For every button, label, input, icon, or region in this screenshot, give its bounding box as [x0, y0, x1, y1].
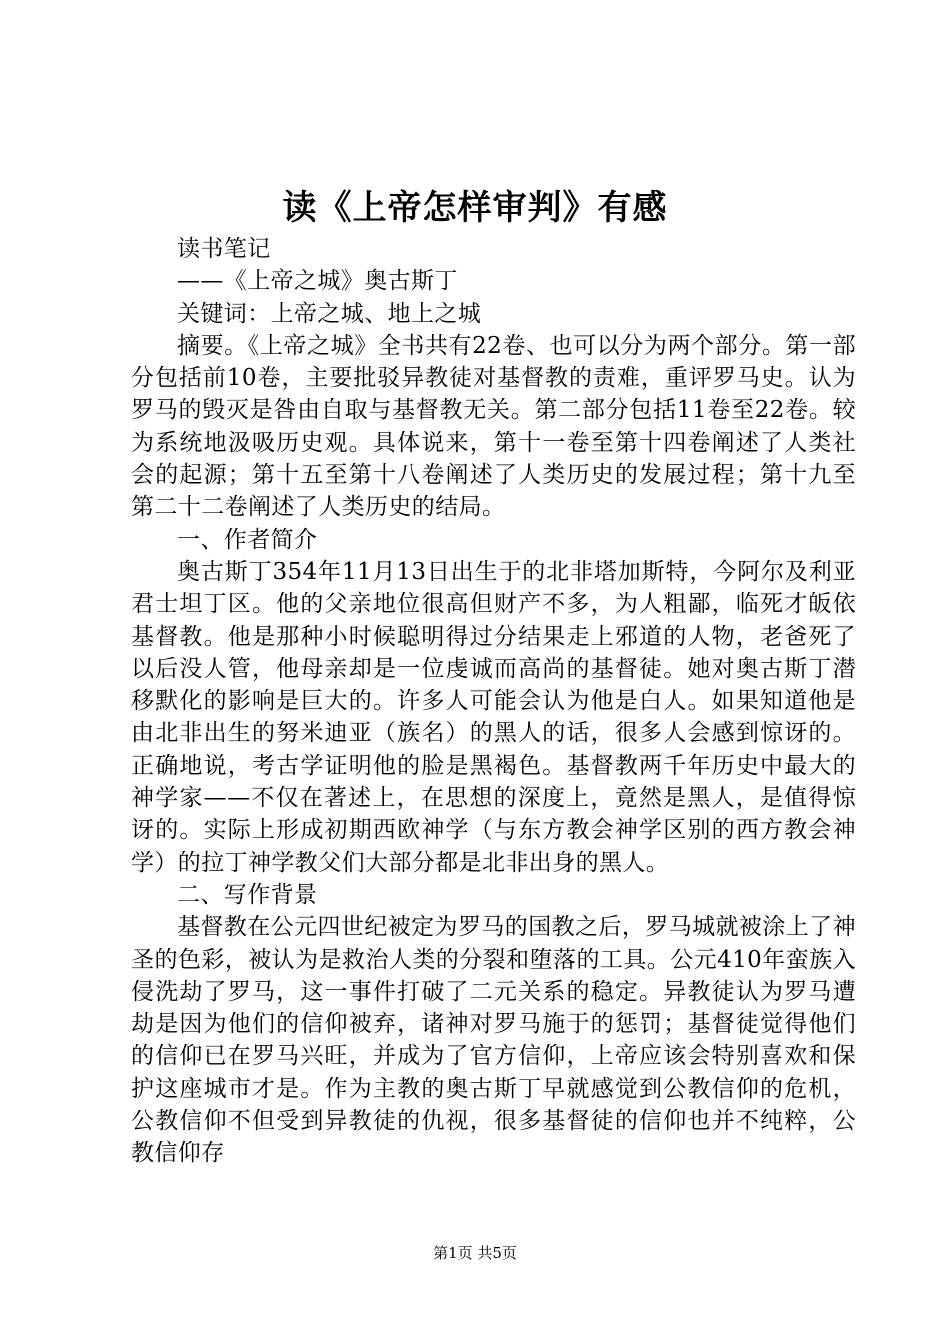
document-body	[131, 233, 856, 1170]
paragraph-abstract: 摘要。《上帝之城》全书共有22卷、也可以分为两个部分。第一部分包括前10卷，主要批驳异教徒对基督教的责难，重评罗马史。认为罗马的毁灭是咎由自取与基督教无关。第二部分包括11卷至22卷。较为系统地汲吸历史观。具体说来，第十一卷至第十四卷阐述了人类社会的起源；第十五至第十八卷阐述了人类历史的发展过程；第十九至第二十二卷阐述了人类历史的结局。	[131, 332, 856, 521]
document-title: 读《上帝怎样审判》有感	[282, 188, 668, 228]
paragraph-book-author: ——《上帝之城》奥古斯丁	[177, 268, 458, 295]
paragraph-background: 基督教在公元四世纪被定为罗马的国教之后，罗马城就被涂上了神圣的色彩，被认为是救治人类的分裂和堕落的工具。公元410年蛮族入侵洗劫了罗马，这一事件打破了二元关系的稳定。异教徒认为罗马遭劫是因为他们的信仰被弃，诸神对罗马施于的惩罚；基督徒觉得他们的信仰已在罗马兴旺，并成为了官方信仰，上帝应该会特别喜欢和保护这座城市才是。作为主教的奥古斯丁早就感觉到公教信仰的危机，公教信仰不但受到异教徒的仇视，很多基督徒的信仰也并不纯粹，公教信仰存	[131, 914, 856, 1167]
section-heading-background: 二、写作背景	[177, 881, 318, 908]
page-number-footer: 第1页 共5页	[433, 1244, 517, 1262]
paragraph-keywords: 关键词：上帝之城、地上之城	[177, 300, 482, 327]
paragraph-reading-notes: 读书笔记	[177, 236, 271, 262]
section-heading-author-intro: 一、作者简介	[177, 526, 318, 553]
paragraph-author-intro: 奥古斯丁354年11月13日出生于的北非塔加斯特，今阿尔及利亚君士坦丁区。他的父亲地位很高但财产不多，为人粗鄙，临死才皈依基督教。他是那种小时候聪明得过分结果走上邪道的人物，老爸死了以后没人管，他母亲却是一位虔诚而高尚的基督徒。她对奥古斯丁潜移默化的影响是巨大的。许多人可能会认为他是白人。如果知道他是由北非出生的努米迪亚（族名）的黑人的话，很多人会感到惊讶的。正确地说，考古学证明他的脸是黑褐色。基督教两千年历史中最大的神学家——不仅在著述上，在思想的深度上，竟然是黑人，是值得惊讶的。实际上形成初期西欧神学（与东方教会神学区别的西方教会神学）的拉丁神学教父们大部分都是北非出身的黑人。	[131, 558, 856, 876]
